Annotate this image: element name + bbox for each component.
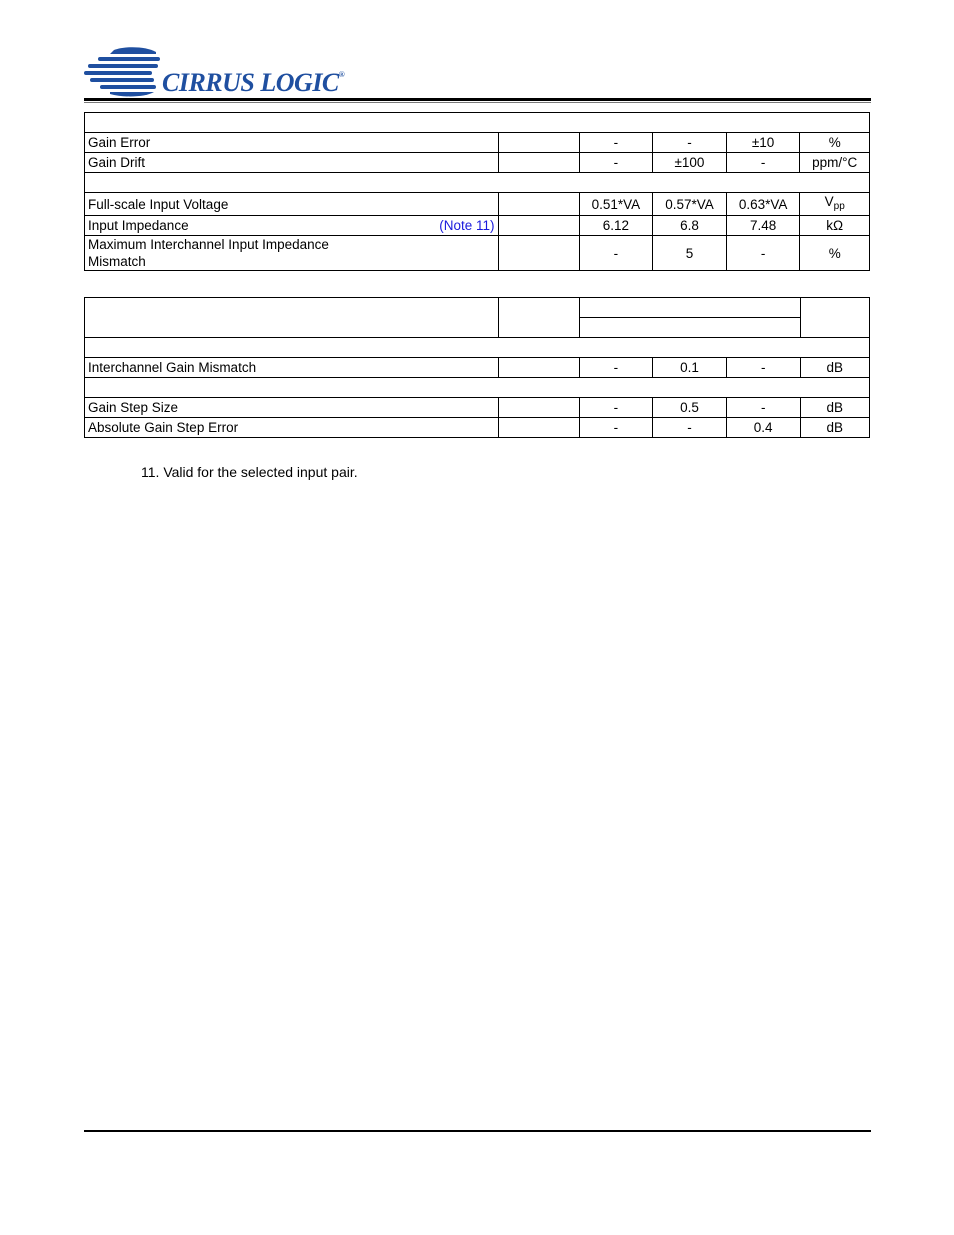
- header-param-cell: [85, 298, 499, 338]
- min-cell: -: [579, 398, 653, 418]
- unit-cell: kΩ: [800, 216, 870, 236]
- max-cell: -: [726, 153, 800, 173]
- param-cell: Gain Step Size: [85, 398, 499, 418]
- section-header-row: [85, 173, 870, 193]
- typ-cell: -: [653, 133, 727, 153]
- typ-cell: 0.1: [653, 358, 727, 378]
- symbol-cell: [498, 236, 579, 271]
- typ-cell: 6.8: [653, 216, 727, 236]
- symbol-cell: [498, 193, 579, 216]
- symbol-cell: [498, 133, 579, 153]
- unit-cell: %: [800, 236, 870, 271]
- symbol-cell: [498, 398, 579, 418]
- section-header-row: [85, 378, 870, 398]
- min-cell: -: [579, 418, 653, 438]
- spec-table-2: [84, 297, 870, 438]
- table-row: [85, 418, 870, 438]
- section-header-row: [85, 113, 870, 133]
- typ-cell: -: [653, 418, 727, 438]
- param-cell: Full-scale Input Voltage: [85, 193, 499, 216]
- cirrus-logic-stripes-icon: [84, 46, 164, 98]
- unit-cell: dB: [800, 398, 869, 418]
- header-rule-shadow: [84, 102, 871, 103]
- table-row: [85, 398, 870, 418]
- min-cell: -: [579, 358, 653, 378]
- table-row: [85, 133, 870, 153]
- unit-cell: $V_{pp}$: [800, 193, 870, 216]
- param-cell: Interchannel Gain Mismatch: [85, 358, 499, 378]
- typ-cell: 0.5: [653, 398, 727, 418]
- min-cell: 6.12: [579, 216, 653, 236]
- min-cell: -: [579, 153, 653, 173]
- header-values-cell: [579, 298, 800, 318]
- typ-cell: ±100: [653, 153, 727, 173]
- param-cell: Maximum Interchannel Input Impedance Mismatch: [85, 236, 499, 271]
- table-row: [85, 153, 870, 173]
- header-rule: [84, 98, 871, 101]
- typ-cell: 5: [653, 236, 727, 271]
- header-unit-cell: [800, 298, 869, 338]
- table-row: [85, 236, 870, 271]
- table-row: [85, 216, 870, 236]
- header-minmax-cell: [579, 318, 800, 338]
- param-cell: Gain Drift: [85, 153, 499, 173]
- table-header-row: [85, 298, 870, 318]
- max-cell: 7.48: [726, 216, 800, 236]
- section-header-row: [85, 338, 870, 358]
- max-cell: -: [726, 236, 800, 271]
- table-row: [85, 358, 870, 378]
- table-row: [85, 193, 870, 216]
- spec-table-1: [84, 112, 870, 271]
- param-cell: Input Impedance (Note 11): [85, 216, 499, 236]
- unit-cell: ppm/°C: [800, 153, 870, 173]
- symbol-cell: [498, 358, 579, 378]
- max-cell: 0.63*VA: [726, 193, 800, 216]
- max-cell: -: [726, 398, 800, 418]
- typ-cell: 0.57*VA: [653, 193, 727, 216]
- header-symbol-cell: [498, 298, 579, 338]
- symbol-cell: [498, 153, 579, 173]
- cirrus-logic-logo: [84, 46, 354, 98]
- symbol-cell: [498, 418, 579, 438]
- unit-cell: dB: [800, 358, 869, 378]
- max-cell: ±10: [726, 133, 800, 153]
- min-cell: 0.51*VA: [579, 193, 653, 216]
- note-11-link[interactable]: (Note 11): [439, 218, 495, 233]
- footer-rule: [84, 1130, 871, 1132]
- unit-cell: dB: [800, 418, 869, 438]
- footnote-11: 11. Valid for the selected input pair.: [141, 464, 358, 480]
- max-cell: -: [726, 358, 800, 378]
- min-cell: -: [579, 236, 653, 271]
- unit-cell: %: [800, 133, 870, 153]
- param-cell: Gain Error: [85, 133, 499, 153]
- param-cell: Absolute Gain Step Error: [85, 418, 499, 438]
- min-cell: -: [579, 133, 653, 153]
- logo-wordmark: CIRRUS LOGIC®: [162, 68, 345, 97]
- symbol-cell: [498, 216, 579, 236]
- max-cell: 0.4: [726, 418, 800, 438]
